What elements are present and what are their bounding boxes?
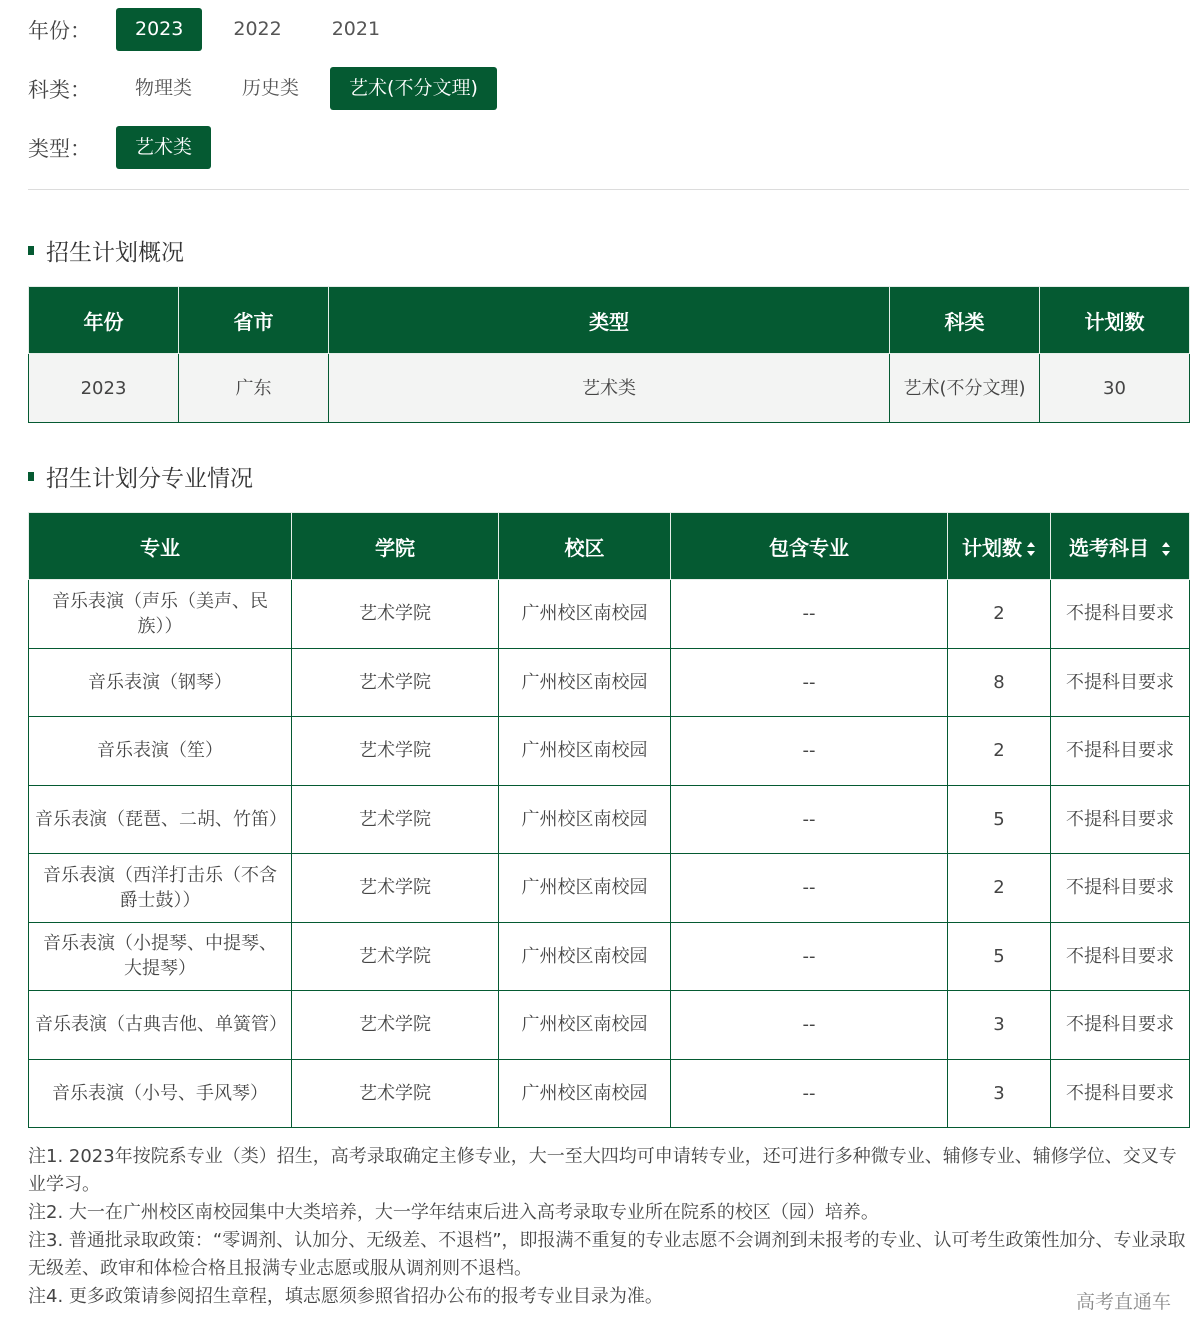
overview-header-category: 科类 (890, 287, 1040, 354)
divider (28, 189, 1189, 190)
majors-header-subjects-label: 选考科目 (1069, 535, 1149, 560)
overview-header-province: 省市 (179, 287, 329, 354)
majors-header-college: 学院 (292, 513, 499, 580)
overview-table (28, 286, 1190, 423)
overview-header-plan: 计划数 (1040, 287, 1190, 354)
included-majors: -- (671, 785, 948, 854)
sort-icon[interactable] (1026, 541, 1036, 557)
type-option-art[interactable]: 艺术类 (116, 126, 211, 169)
table-row (29, 717, 1190, 786)
sort-icon[interactable] (1161, 541, 1171, 557)
major-name: 音乐表演（笙） (29, 717, 292, 786)
majors-table (28, 512, 1190, 1128)
table-row (29, 580, 1190, 649)
subject-requirement: 不提科目要求 (1051, 854, 1190, 923)
type-filter-label: 类型： (28, 136, 91, 161)
table-row (29, 354, 1190, 423)
college: 艺术学院 (292, 854, 499, 923)
year-filter-label: 年份： (28, 18, 91, 43)
overview-cell-year: 2023 (29, 354, 179, 423)
campus: 广州校区南校园 (499, 922, 671, 991)
majors-section-title (28, 460, 253, 493)
included-majors: -- (671, 922, 948, 991)
overview-title-text: 招生计划概况 (46, 240, 184, 266)
included-majors: -- (671, 991, 948, 1060)
majors-header-subjects[interactable] (1051, 513, 1190, 580)
included-majors: -- (671, 1059, 948, 1128)
table-row (29, 922, 1190, 991)
majors-header-row (29, 513, 1190, 580)
note-4: 注4. 更多政策请参阅招生章程，填志愿须参照省招办公布的报考专业目录为准。 (28, 1286, 663, 1307)
year-option-2021[interactable]: 2021 (331, 18, 381, 40)
section-marker (28, 246, 34, 255)
table-row (29, 991, 1190, 1060)
plan-count: 5 (948, 785, 1051, 854)
major-name: 音乐表演（琵琶、二胡、竹笛） (29, 785, 292, 854)
majors-header-plan[interactable] (948, 513, 1051, 580)
major-name: 音乐表演（小提琴、中提琴、大提琴） (29, 922, 292, 991)
college: 艺术学院 (292, 648, 499, 717)
major-name: 音乐表演（钢琴） (29, 648, 292, 717)
campus: 广州校区南校园 (499, 717, 671, 786)
college: 艺术学院 (292, 717, 499, 786)
college: 艺术学院 (292, 580, 499, 649)
major-name: 音乐表演（西洋打击乐（不含爵士鼓）） (29, 854, 292, 923)
year-filter (28, 8, 411, 51)
majors-header-major: 专业 (29, 513, 292, 580)
college: 艺术学院 (292, 785, 499, 854)
year-option-2023[interactable]: 2023 (116, 8, 202, 51)
notes (28, 1143, 1189, 1311)
campus: 广州校区南校园 (499, 785, 671, 854)
majors-header-campus: 校区 (499, 513, 671, 580)
included-majors: -- (671, 854, 948, 923)
type-filter (28, 126, 223, 169)
major-name: 音乐表演（古典吉他、单簧管） (29, 991, 292, 1060)
college: 艺术学院 (292, 1059, 499, 1128)
plan-count: 8 (948, 648, 1051, 717)
plan-count: 2 (948, 580, 1051, 649)
note-2: 注2. 大一在广州校区南校园集中大类培养，大一学年结束后进入高考录取专业所在院系的校区（园）培养。 (28, 1202, 879, 1223)
plan-count: 2 (948, 717, 1051, 786)
overview-header-row (29, 287, 1190, 354)
overview-cell-type: 艺术类 (329, 354, 890, 423)
major-name: 音乐表演（声乐（美声、民族）） (29, 580, 292, 649)
category-option-physics[interactable]: 物理类 (135, 77, 193, 99)
subject-requirement: 不提科目要求 (1051, 991, 1190, 1060)
overview-cell-category: 艺术(不分文理) (890, 354, 1040, 423)
campus: 广州校区南校园 (499, 648, 671, 717)
campus: 广州校区南校园 (499, 991, 671, 1060)
section-marker (28, 472, 34, 481)
plan-count: 3 (948, 991, 1051, 1060)
subject-requirement: 不提科目要求 (1051, 648, 1190, 717)
majors-header-plan-label: 计划数 (962, 535, 1022, 560)
overview-header-year: 年份 (29, 287, 179, 354)
category-option-history[interactable]: 历史类 (242, 77, 300, 99)
overview-cell-plan: 30 (1040, 354, 1190, 423)
category-option-art[interactable]: 艺术(不分文理) (330, 67, 497, 110)
included-majors: -- (671, 717, 948, 786)
majors-title-text: 招生计划分专业情况 (46, 466, 253, 492)
campus: 广州校区南校园 (499, 854, 671, 923)
subject-requirement: 不提科目要求 (1051, 717, 1190, 786)
plan-count: 3 (948, 1059, 1051, 1128)
overview-section-title (28, 234, 184, 267)
college: 艺术学院 (292, 991, 499, 1060)
table-row (29, 785, 1190, 854)
college: 艺术学院 (292, 922, 499, 991)
subject-requirement: 不提科目要求 (1051, 580, 1190, 649)
year-option-2022[interactable]: 2022 (233, 18, 282, 40)
campus: 广州校区南校园 (499, 1059, 671, 1128)
category-filter (28, 67, 509, 110)
subject-requirement: 不提科目要求 (1051, 922, 1190, 991)
campus: 广州校区南校园 (499, 580, 671, 649)
note-3: 注3. 普通批录取政策：“零调剂、认加分、无级差、不退档”，即报满不重复的专业志愿不会调剂到未报考的专业、认可考生政策性加分、专业录取无级差、政审和体检合格且报满专业志愿或服从调剂则不退档。 (28, 1230, 1186, 1279)
table-row (29, 1059, 1190, 1128)
note-1: 注1. 2023年按院系专业（类）招生，高考录取确定主修专业，大一至大四均可申请转专业，还可进行多种微专业、辅修专业、辅修学位、交叉专业学习。 (28, 1146, 1177, 1195)
subject-requirement: 不提科目要求 (1051, 1059, 1190, 1128)
category-filter-label: 科类： (28, 77, 91, 102)
majors-header-included: 包含专业 (671, 513, 948, 580)
overview-cell-province: 广东 (179, 354, 329, 423)
overview-header-type: 类型 (329, 287, 890, 354)
watermark: 高考直通车 (1075, 1291, 1171, 1313)
included-majors: -- (671, 648, 948, 717)
table-row (29, 648, 1190, 717)
included-majors: -- (671, 580, 948, 649)
table-row (29, 854, 1190, 923)
major-name: 音乐表演（小号、手风琴） (29, 1059, 292, 1128)
plan-count: 2 (948, 854, 1051, 923)
plan-count: 5 (948, 922, 1051, 991)
subject-requirement: 不提科目要求 (1051, 785, 1190, 854)
